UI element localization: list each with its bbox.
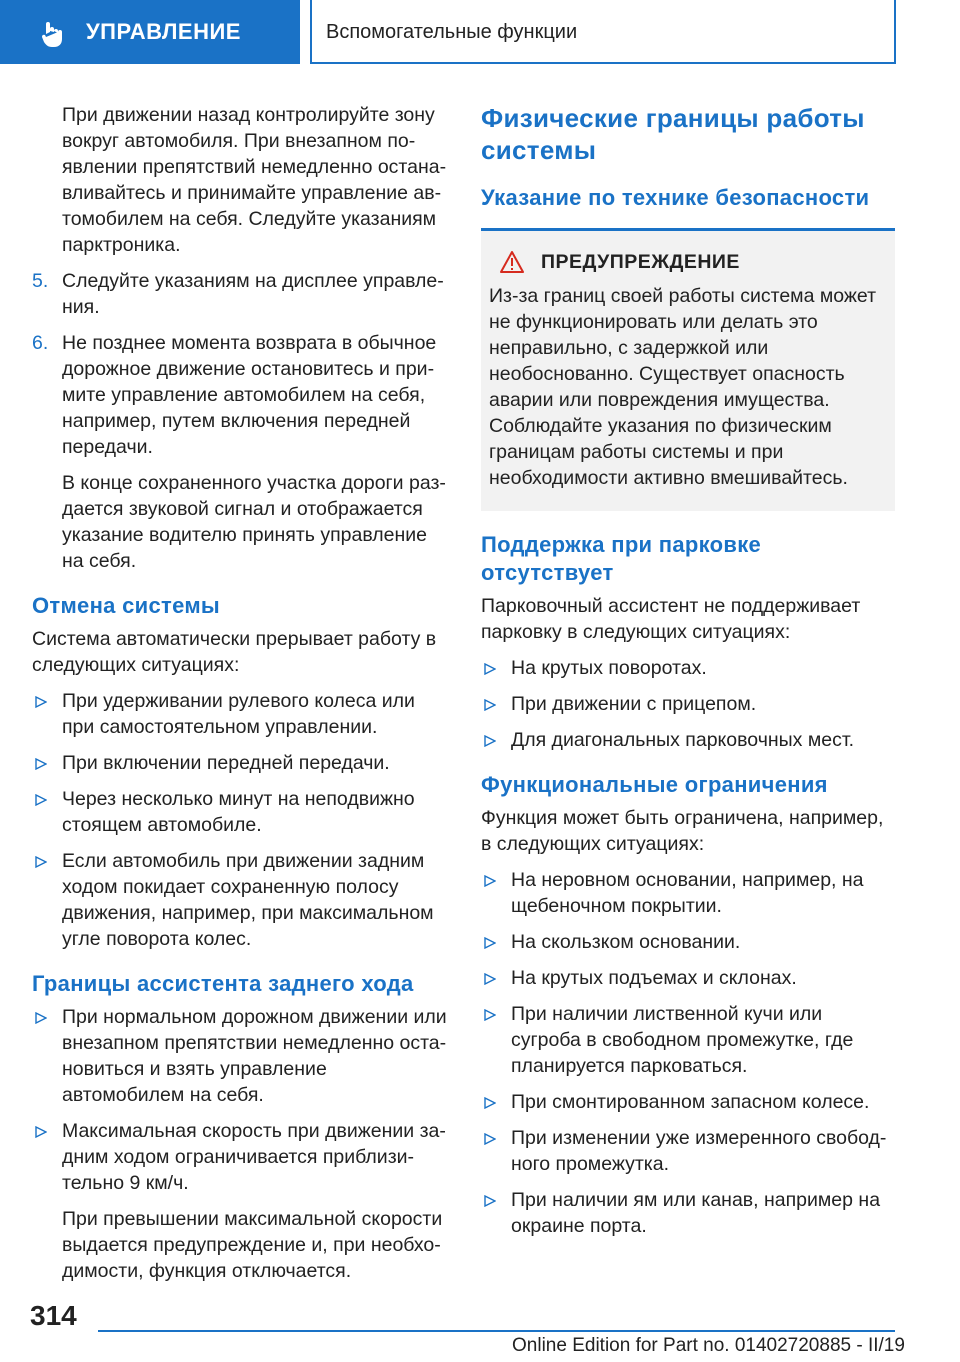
list-item-text: При нормальном дорожном движении или внезапном препятствии немедленно остановиться и взять управление автомобилем на себя.	[62, 1006, 447, 1106]
triangle-bullet-icon	[484, 937, 496, 949]
safety-subheading: Указание по технике безопасности	[481, 185, 870, 210]
triangle-bullet-icon	[484, 1097, 496, 1109]
list-item	[481, 727, 895, 753]
triangle-bullet-icon	[35, 794, 47, 806]
cancel-intro: Система автоматически прерывает работу в следующих ситуациях:	[32, 628, 437, 676]
triangle-bullet-icon	[484, 735, 496, 747]
list-item-text: При наличии лиственной кучи или сугроба в свободном промежутке, где планируется парковаться.	[511, 1003, 854, 1077]
list-item-text: Для диагональных парковочных мест.	[511, 729, 855, 751]
list-item	[481, 691, 895, 717]
list-item-text: При включении передней передачи.	[62, 752, 390, 774]
warning-text: Из-за границ своей работы система может не функционировать или делать это неправильно, с задержкой или необоснованно. Существует опасность аварии или повреждения имущества. Соблюдайте указания по физическим границам работы системы и при необходимости активно вмешивайтесь.	[489, 285, 877, 489]
footer-divider	[98, 1330, 895, 1332]
list-item-text: При изменении уже измеренного свободного промежутка.	[511, 1127, 887, 1175]
triangle-bullet-icon	[35, 758, 47, 770]
list-item	[481, 655, 895, 681]
step-number: 5.	[32, 270, 49, 292]
warning-triangle-icon	[499, 250, 525, 274]
list-item-text: При удерживании рулевого колеса или при самостоятельном управлении.	[62, 690, 415, 738]
function-limits-intro: Функция может быть ограничена, например, в следующих ситуациях:	[481, 807, 884, 855]
section-label: УПРАВЛЕНИЕ	[86, 19, 241, 44]
limits-heading: Границы ассистента заднего хода	[32, 971, 414, 996]
triangle-bullet-icon	[484, 875, 496, 887]
list-item-text: Если автомобиль при движении задним ходом покидает сохраненную полосу движения, например, при максимальном угле поворота колес.	[62, 850, 434, 950]
triangle-bullet-icon	[484, 699, 496, 711]
step-item	[32, 268, 452, 320]
triangle-bullet-icon	[35, 696, 47, 708]
list-item-text: При наличии ям или канав, например на окраине порта.	[511, 1189, 881, 1237]
list-item	[481, 1187, 895, 1239]
function-limits-heading: Функциональные ограничения	[481, 772, 828, 797]
triangle-bullet-icon	[35, 1126, 47, 1138]
page-number: 314	[30, 1300, 77, 1331]
physical-limits-heading: Физические границы работы системы	[481, 103, 865, 165]
list-item-text: При движении с прицепом.	[511, 693, 757, 715]
list-item	[481, 965, 895, 991]
list-item	[32, 1118, 452, 1196]
list-item	[32, 848, 452, 952]
list-item	[32, 786, 452, 838]
list-item-text: На неровном основании, например, на щебеночном покрытии.	[511, 869, 864, 917]
no-support-intro: Парковочный ассистент не поддерживает парковку в следующих ситуациях:	[481, 595, 861, 643]
warning-box	[481, 231, 895, 511]
step-item	[32, 330, 452, 460]
step-number: 6.	[32, 332, 49, 354]
list-item	[481, 1001, 895, 1079]
triangle-bullet-icon	[484, 663, 496, 675]
warning-header	[489, 249, 881, 275]
chapter-title: Вспомогательные функции	[326, 21, 578, 43]
step-note: В конце сохраненного участка дороги раздается звуковой сигнал и отображается указание водителю принять управление на себя.	[62, 472, 446, 572]
warning-label: ПРЕДУПРЕЖДЕНИЕ	[541, 251, 740, 273]
hand-icon	[40, 20, 66, 48]
edition-text: Online Edition for Part no. 01402720885 - II/19	[512, 1335, 905, 1356]
list-item-text: Максимальная скорость при движении задним ходом ограничивается приблизительно 9 км/ч.	[62, 1120, 446, 1194]
triangle-bullet-icon	[484, 973, 496, 985]
step-text: Не позднее момента возврата в обычное дорожное движение остановитесь и примите управление автомобилем на себя, например, путем включения передней передачи.	[62, 332, 437, 458]
list-item	[32, 688, 452, 740]
list-item-text: На крутых поворотах.	[511, 657, 707, 679]
list-item-text: На скользком основании.	[511, 931, 741, 953]
list-item	[32, 750, 452, 776]
cancel-heading: Отмена системы	[32, 593, 221, 618]
triangle-bullet-icon	[35, 1012, 47, 1024]
triangle-bullet-icon	[484, 1133, 496, 1145]
list-item-text: При смонтированном запасном колесе.	[511, 1091, 870, 1113]
list-item-text: Через несколько минут на неподвижно стоящем автомобиле.	[62, 788, 415, 836]
section-tab	[0, 0, 300, 64]
left-column	[32, 102, 452, 1294]
triangle-bullet-icon	[35, 856, 47, 868]
triangle-bullet-icon	[484, 1009, 496, 1021]
right-column	[481, 102, 895, 1249]
list-item	[481, 1089, 895, 1115]
intro-paragraph: При движении назад контролируйте зону вокруг автомобиля. При внезапном появлении препятствий немедленно останавливайтесь и принимайте управление автомобилем на себя. Следуйте указаниям парктроника.	[62, 104, 447, 256]
triangle-bullet-icon	[484, 1195, 496, 1207]
list-item-text: На крутых подъемах и склонах.	[511, 967, 797, 989]
step-text: Следуйте указаниям на дисплее управления.	[62, 270, 444, 318]
list-item	[32, 1004, 452, 1108]
list-item	[481, 867, 895, 919]
chapter-header	[310, 0, 896, 64]
list-item	[481, 1125, 895, 1177]
limits-note: При превышении максимальной скорости выдается предупреждение и, при необходимости, функция отключается.	[62, 1208, 443, 1282]
list-item	[481, 929, 895, 955]
no-support-heading: Поддержка при парковке отсутствует	[481, 532, 762, 585]
